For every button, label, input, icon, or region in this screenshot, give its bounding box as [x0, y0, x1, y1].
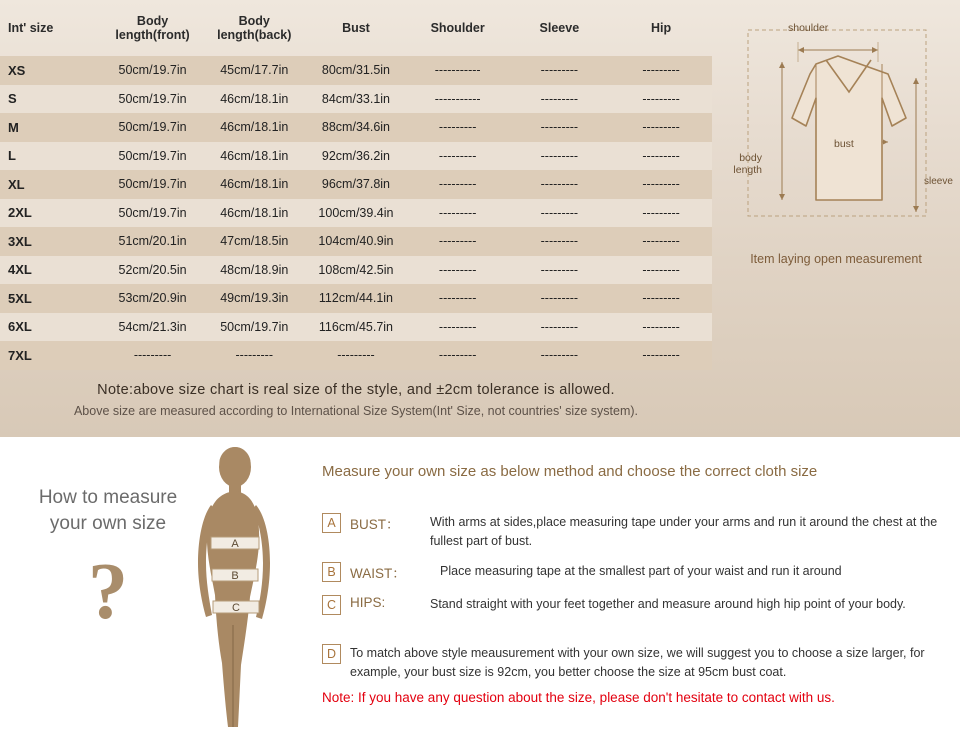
col-header-shoulder: Shoulder — [430, 21, 485, 35]
cell-shoulder: --------- — [407, 284, 509, 313]
table-row — [0, 284, 712, 313]
cell-size: 5XL — [0, 284, 102, 313]
cell-bust: 92cm/36.2in — [305, 142, 407, 171]
step-desc-bust: With arms at sides,place measuring tape under your arms and run it around the chest at the fullest part of bust. — [430, 515, 938, 548]
cell-size: S — [0, 85, 102, 114]
step-term-bust: BUST： — [350, 517, 400, 532]
step-tag-d: D — [322, 644, 341, 664]
table-row — [0, 313, 712, 342]
table-row — [0, 113, 712, 142]
cell-hip: --------- — [610, 313, 712, 342]
measure-step-bust — [322, 513, 942, 553]
table-row — [0, 256, 712, 285]
garment-diagram — [712, 0, 960, 437]
cell-body-length-front: 50cm/19.7in — [102, 113, 204, 142]
note-system: Above size are measured according to International Size System(Int' Size, not countries' size system). — [73, 404, 639, 418]
step-tag-a: A — [322, 513, 341, 533]
table-row — [0, 142, 712, 171]
cell-hip: --------- — [610, 284, 712, 313]
cell-sleeve: --------- — [509, 113, 611, 142]
cell-hip: --------- — [610, 227, 712, 256]
cell-size: 7XL — [0, 341, 102, 370]
size-table — [0, 0, 712, 370]
cell-sleeve: --------- — [509, 227, 611, 256]
measure-step-sizing-advice — [322, 644, 942, 684]
size-table-wrapper — [0, 0, 712, 370]
cell-body-length-back: 45cm/17.7in — [203, 56, 305, 85]
how-to-measure-section — [0, 437, 960, 744]
col-header-int-size: Int' size — [8, 21, 54, 35]
cell-sleeve: --------- — [509, 313, 611, 342]
diagram-label-length: length — [733, 164, 762, 176]
cell-shoulder: ----------- — [407, 85, 509, 114]
cell-sleeve: --------- — [509, 199, 611, 228]
cell-body-length-front: 50cm/19.7in — [102, 170, 204, 199]
cell-sleeve: --------- — [509, 284, 611, 313]
note-tolerance: Note:above size chart is real size of the style, and ±2cm tolerance is allowed. — [97, 382, 615, 398]
cell-body-length-back: 46cm/18.1in — [203, 85, 305, 114]
table-row — [0, 170, 712, 199]
table-row — [0, 227, 712, 256]
col-header-bust: Bust — [342, 21, 370, 35]
cell-bust: 84cm/33.1in — [305, 85, 407, 114]
step-tag-b: B — [322, 562, 341, 582]
diagram-label-sleeve: sleeve — [924, 176, 953, 187]
cell-sleeve: --------- — [509, 142, 611, 171]
size-notes — [0, 382, 712, 418]
body-figure — [178, 445, 298, 740]
cell-hip: --------- — [610, 170, 712, 199]
cell-shoulder: ----------- — [407, 56, 509, 85]
measure-step-hips — [322, 595, 942, 635]
cell-sleeve: --------- — [509, 56, 611, 85]
diagram-label-bust: bust — [834, 138, 854, 150]
cell-hip: --------- — [610, 341, 712, 370]
cell-hip: --------- — [610, 113, 712, 142]
svg-text:A: A — [231, 538, 239, 550]
cell-bust: 96cm/37.8in — [305, 170, 407, 199]
cell-bust: 88cm/34.6in — [305, 113, 407, 142]
svg-text:B: B — [231, 570, 239, 582]
cell-shoulder: --------- — [407, 227, 509, 256]
cell-bust: 112cm/44.1in — [305, 284, 407, 313]
cell-size: 2XL — [0, 199, 102, 228]
cell-hip: --------- — [610, 85, 712, 114]
svg-text:C: C — [232, 602, 240, 614]
cell-body-length-back: 46cm/18.1in — [203, 113, 305, 142]
cell-sleeve: --------- — [509, 170, 611, 199]
measure-heading: Measure your own size as below method and choose the correct cloth size — [322, 463, 818, 480]
how-to-measure-title — [18, 485, 198, 537]
cell-shoulder: --------- — [407, 142, 509, 171]
cell-size: L — [0, 142, 102, 171]
cell-bust: --------- — [305, 341, 407, 370]
col-header-hip: Hip — [651, 21, 672, 35]
cell-hip: --------- — [610, 199, 712, 228]
cell-size: M — [0, 113, 102, 142]
cell-body-length-front: 50cm/19.7in — [102, 142, 204, 171]
cell-sleeve: --------- — [509, 256, 611, 285]
cell-body-length-front: 52cm/20.5in — [102, 256, 204, 285]
cell-body-length-front: 54cm/21.3in — [102, 313, 204, 342]
step-desc-hips: Stand straight with your feet together and measure around high hip point of your body. — [430, 597, 906, 611]
diagram-label-body: body — [739, 152, 762, 164]
cell-body-length-front: 50cm/19.7in — [102, 56, 204, 85]
table-row — [0, 56, 712, 85]
col-header-body-length-back: Body length(back) — [217, 14, 292, 42]
step-term-hips: HIPS: — [350, 595, 386, 610]
step-desc-sizing-advice: To match above style meausurement with your own size, we will suggest you to choose a size larger, for example, your bust size is 92cm, you better choose the size at 95cm bust coat. — [350, 646, 925, 679]
table-header-row — [0, 0, 712, 56]
contact-note: Note: If you have any question about the size, please don't hesitate to contact with us. — [322, 690, 835, 705]
cell-body-length-front: 51cm/20.1in — [102, 227, 204, 256]
cell-size: XS — [0, 56, 102, 85]
cell-body-length-back: 50cm/19.7in — [203, 313, 305, 342]
cell-bust: 108cm/42.5in — [305, 256, 407, 285]
cell-shoulder: --------- — [407, 199, 509, 228]
cell-shoulder: --------- — [407, 341, 509, 370]
cell-shoulder: --------- — [407, 256, 509, 285]
step-term-waist: WAIST： — [350, 566, 406, 581]
question-mark-icon: ? — [88, 548, 128, 636]
cell-body-length-back: --------- — [203, 341, 305, 370]
cell-body-length-back: 46cm/18.1in — [203, 170, 305, 199]
cell-size: 4XL — [0, 256, 102, 285]
cell-sleeve: --------- — [509, 341, 611, 370]
size-table-header — [0, 0, 712, 56]
step-desc-waist: Place measuring tape at the smallest part of your waist and run it around — [440, 564, 842, 578]
size-table-body — [0, 56, 712, 370]
measure-steps — [322, 513, 942, 693]
body-figure-svg — [178, 445, 298, 735]
cell-hip: --------- — [610, 256, 712, 285]
cell-sleeve: --------- — [509, 85, 611, 114]
diagram-caption: Item laying open measurement — [750, 252, 922, 266]
measure-step-waist — [322, 562, 942, 586]
col-header-sleeve: Sleeve — [539, 21, 580, 35]
cell-body-length-back: 47cm/18.5in — [203, 227, 305, 256]
cell-bust: 100cm/39.4in — [305, 199, 407, 228]
cell-body-length-front: --------- — [102, 341, 204, 370]
cell-bust: 104cm/40.9in — [305, 227, 407, 256]
table-row — [0, 85, 712, 114]
cell-body-length-back: 46cm/18.1in — [203, 199, 305, 228]
col-header-body-length-front: Body length(front) — [115, 14, 190, 42]
cell-body-length-front: 50cm/19.7in — [102, 85, 204, 114]
cell-size: 6XL — [0, 313, 102, 342]
cell-body-length-back: 46cm/18.1in — [203, 142, 305, 171]
garment-svg — [720, 22, 952, 252]
cell-hip: --------- — [610, 142, 712, 171]
cell-body-length-front: 53cm/20.9in — [102, 284, 204, 313]
cell-body-length-back: 49cm/19.3in — [203, 284, 305, 313]
cell-body-length-front: 50cm/19.7in — [102, 199, 204, 228]
cell-bust: 80cm/31.5in — [305, 56, 407, 85]
cell-hip: --------- — [610, 56, 712, 85]
how-to-measure-title-line1: How to measure — [38, 487, 178, 508]
cell-shoulder: --------- — [407, 113, 509, 142]
table-row — [0, 341, 712, 370]
step-tag-c: C — [322, 595, 341, 615]
cell-shoulder: --------- — [407, 170, 509, 199]
diagram-label-shoulder: shoulder — [788, 22, 829, 34]
table-row — [0, 199, 712, 228]
cell-size: XL — [0, 170, 102, 199]
cell-size: 3XL — [0, 227, 102, 256]
cell-shoulder: --------- — [407, 313, 509, 342]
cell-bust: 116cm/45.7in — [305, 313, 407, 342]
how-to-measure-title-line2: your own size — [49, 513, 167, 534]
cell-body-length-back: 48cm/18.9in — [203, 256, 305, 285]
